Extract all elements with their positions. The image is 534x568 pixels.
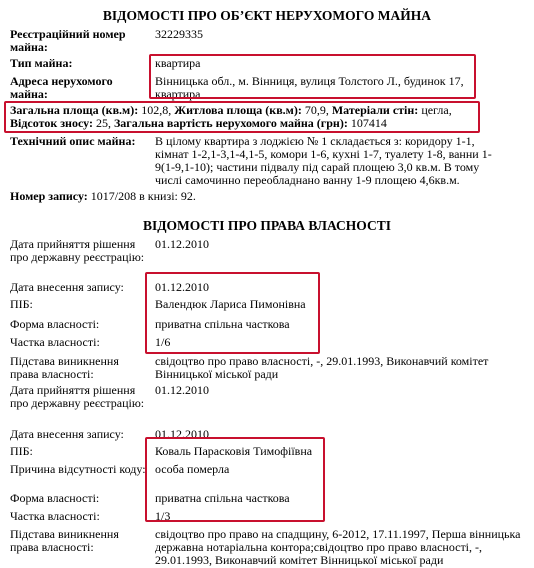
ownership-share-value: 1/6 xyxy=(155,335,171,349)
living-area-label: Житлова площа (кв.м): xyxy=(174,103,302,117)
highlight-box-owner-2 xyxy=(145,437,325,522)
reg-number-value: 32229335 xyxy=(155,27,203,41)
entry-date-value: 01.12.2010 xyxy=(155,427,209,441)
total-cost-value: 107414 xyxy=(350,116,387,130)
record-number-value: 1017/208 в книзі: 92. xyxy=(90,189,196,203)
decision-date-value: 01.12.2010 xyxy=(155,237,209,251)
living-area-value: 70,9 xyxy=(304,103,326,117)
rights-section-title: ВІДОМОСТІ ПРО ПРАВА ВЛАСНОСТІ xyxy=(143,218,391,233)
property-type-value: квартира xyxy=(155,56,201,70)
record-number-line xyxy=(10,190,490,203)
reg-number-label: Реєстраційний номер майна: xyxy=(10,27,126,54)
ownership-form-value: приватна спільна часткова xyxy=(155,317,290,331)
absence-reason-value: особа померла xyxy=(155,462,230,476)
decision-date-label: Дата прийняття рішення про державну реєстрацію: xyxy=(10,237,145,264)
name-label: ПІБ: xyxy=(10,297,33,311)
highlight-box-owner-1 xyxy=(145,272,320,354)
owner-name-value: Коваль Парасковія Тимофіївна xyxy=(155,444,313,458)
ownership-share-label: Частка власності: xyxy=(10,509,100,523)
total-area-label: Загальна площа (кв.м): xyxy=(10,103,139,117)
decision-date-value: 01.12.2010 xyxy=(155,383,209,397)
wear-value: 25 xyxy=(95,116,108,130)
tech-desc-label: Технічний опис майна: xyxy=(10,134,136,148)
entry-date-value: 01.12.2010 xyxy=(155,280,209,294)
name-label: ПІБ: xyxy=(10,444,33,458)
walls-value: цегла, xyxy=(421,103,452,117)
ownership-form-value: приватна спільна часткова xyxy=(155,491,290,505)
total-cost-label: Загальна вартість нерухомого майна (грн): xyxy=(113,116,348,130)
object-section-title: ВІДОМОСТІ ПРО ОБ’ЄКТ НЕРУХОМОГО МАЙНА xyxy=(102,8,432,23)
absence-reason-label: Причина відсутності коду: xyxy=(10,462,146,476)
address-value: Вінницька обл., м. Вінниця, вулиця Толстого Л., будинок 17, квартира xyxy=(155,74,464,101)
entry-date-label: Дата внесення запису: xyxy=(10,280,124,294)
highlight-box-type-address xyxy=(149,54,476,99)
property-type-label: Тип майна: xyxy=(10,56,73,70)
tech-desc-value: В цілому квартира з лоджією № 1 складається з: коридору 1-1, кімнат 1-2,1-3,1-4,1-5, комори 1-6, кухні 1-7, туалету 1-8, ванни 1-9(1-9,1-10); частини підвалу під сарай площею 3,0 кв.м. В тому числі самочинно переобладнано ванну 1-9 площею 4,6кв.м. xyxy=(155,134,492,187)
wear-label: Відсоток зносу: xyxy=(10,116,93,130)
ownership-basis-label: Підстава виникнення права власності: xyxy=(10,354,119,381)
ownership-basis-label: Підстава виникнення права власності: xyxy=(10,527,119,554)
walls-label: Матеріали стін: xyxy=(331,103,419,117)
ownership-share-value: 1/3 xyxy=(155,509,171,523)
owner-name-value: Валендюк Лариса Пимонівна xyxy=(155,297,306,311)
entry-date-label: Дата внесення запису: xyxy=(10,427,124,441)
ownership-basis-value: свідоцтво про право власності, -, 29.01.1993, Виконавчий комітет Вінницької міської ради xyxy=(155,354,489,381)
address-label: Адреса нерухомого майна: xyxy=(10,74,113,101)
area-summary-line-2: Відсоток зносу: 25, Загальна вартість нерухомого майна (грн): 107414 xyxy=(10,116,387,130)
total-area-value: 102,8 xyxy=(141,103,169,117)
area-summary-line-1: Загальна площа (кв.м): 102,8, Житлова площа (кв.м): 70,9, Матеріали стін: цегла, xyxy=(10,103,452,117)
ownership-form-label: Форма власності: xyxy=(10,491,100,505)
highlight-box-area-cost xyxy=(4,101,480,133)
decision-date-label: Дата прийняття рішення про державну реєстрацію: xyxy=(10,383,145,410)
ownership-form-label: Форма власності: xyxy=(10,317,100,331)
ownership-share-label: Частка власності: xyxy=(10,335,100,349)
ownership-basis-value: свідоцтво про право на спадщину, 6-2012, 17.11.1997, Перша вінницька державна нотаріальна контора;свідоцтво про право власності, -, 29.01.1993, Виконавчий комітет Вінницької міської ради xyxy=(155,527,521,567)
record-number-label: Номер запису: xyxy=(10,189,88,203)
